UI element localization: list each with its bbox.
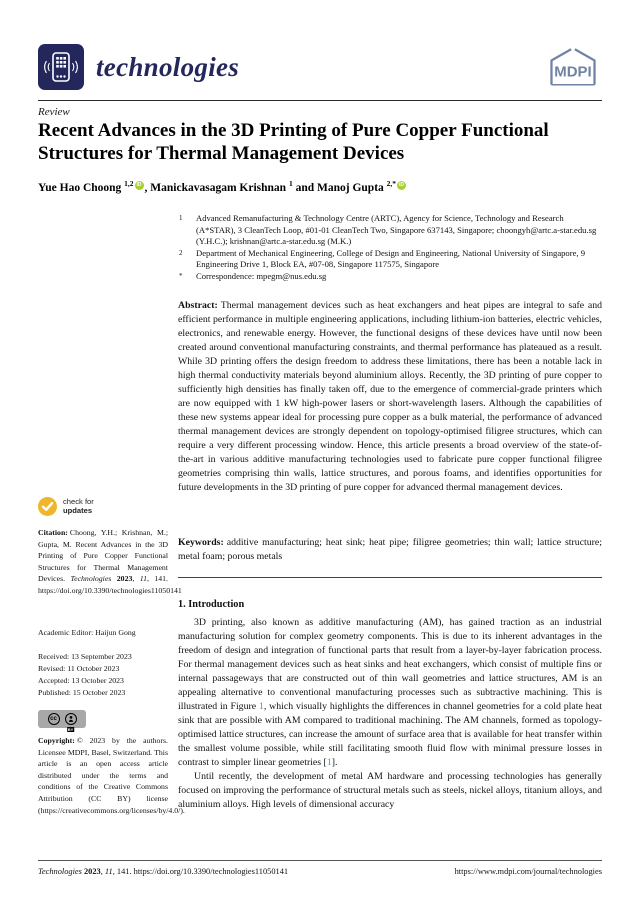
academic-editor: Academic Editor: Haijun Gong xyxy=(38,628,136,637)
badge-line-2: updates xyxy=(63,505,93,515)
citation-journal: Technologies xyxy=(70,574,112,584)
intro-paragraph-1 xyxy=(178,616,602,770)
footer-journal: Technologies xyxy=(38,867,82,876)
abstract-label: Abstract: xyxy=(178,300,218,311)
affiliation-text: Department of Mechanical Engineering, College of Design and Engineering, National University of Singapore, 9 Engineering Drive 1, Block EA, #07-08, Singapore 117575, Singapore xyxy=(196,247,585,270)
introduction-body xyxy=(178,616,602,812)
title-line-1: Recent Advances in the 3D Printing of Pure Copper Functional xyxy=(38,120,549,141)
keywords xyxy=(178,536,602,564)
orcid-icon[interactable]: iD xyxy=(399,182,405,188)
title-line-2: Structures for Thermal Management Devices xyxy=(38,143,405,164)
article-history xyxy=(38,651,168,699)
check-for-updates-label xyxy=(63,498,94,515)
paragraph-text: 3D printing, also known as additive manufacturing (AM), has gained traction as an industrial manufacturing solution for complex geometry components. This is due to its inherent advantages in the freedom of design and integration of functional parts that result from a layer-by-layer fabrication process. For thermal management devices such as heat sinks and heat exchangers, which consist of multiple fins or internal passageways that are constructed out of thin wall geometries and lattice structures, AM is an appealing alternative to conventional manufacturing processes such as subtractive machining. This is illustrated in Figure xyxy=(178,617,602,712)
figure-1-link[interactable]: 1 xyxy=(258,701,264,712)
author-separator: , xyxy=(144,181,151,194)
footer-year: 2023 xyxy=(81,867,101,876)
check-icon xyxy=(38,497,57,516)
affiliation-row xyxy=(179,248,605,271)
authors-line xyxy=(38,179,604,194)
mdpi-logo[interactable] xyxy=(544,47,602,87)
mdpi-logo-text: MDPI xyxy=(554,63,592,81)
abstract-text: Thermal management devices such as heat exchangers and heat pipes are integral to safe and efficient performance in multiple engineering applications, including lithium-ion batteries, electric vehicles, electronics, and renewable energy. However, the functional designs of these devices have until now been created around conventional manufacturing constraints, and thermal performance has plateaued as a result. While 3D printing offers the design freedom to address these limitations, there has been a notable lack in high thermal conductivity materials beyond aluminium alloys. Recently, the 3D printing of pure copper to sufficiently high densities has finally taken off, due to the emergence of commercial-grade printers which are now equipped with 1 kW high-power lasers or short-wavelength lasers. Although the capabilities of these new systems appear ideal for processing pure copper as a bulk material, the performance of advanced thermal management devices are strongly dependent on topology-optimised filigree structures, which can require a very different processing window. Hence, this article presents a broad overview of the state-of-the-art in various additive manufacturing technologies used to fabricate pure copper functional filigree geometries comprising thin walls, lattice structures, and porous foams, and identifies opportunities for future developments in the 3D printing of pure copper for advanced thermal management devices. xyxy=(178,300,602,493)
footer-sep: , xyxy=(100,867,105,876)
citation-year: 2023 xyxy=(111,574,133,584)
orcid-icon[interactable]: iD xyxy=(136,182,142,188)
intro-paragraph-2: Until recently, the development of metal AM hardware and processing technologies has generally focused on improving the performance of structural metals such as steels, nickel alloys, titanium alloys, and aluminium alloys. High levels of dimensional accuracy xyxy=(178,771,602,810)
by-label: BY xyxy=(67,727,74,732)
affiliations xyxy=(179,213,605,283)
section-divider xyxy=(178,577,602,578)
received-date: Received: 13 September 2023 xyxy=(38,652,132,661)
copyright-block xyxy=(38,735,185,816)
copyright-text: © 2023 by the authors. Licensee MDPI, Basel, Switzerland. This article is an open access article distributed under the terms and conditions of the Creative Commons Attribution (CC BY) license (https://creativecommons.org/licenses/by/4.0/). xyxy=(38,736,185,815)
author-1: Yue Hao Choong xyxy=(38,181,122,194)
citation-text: , xyxy=(132,574,140,584)
published-date: Published: 15 October 2023 xyxy=(38,688,126,697)
author-2: Manickavasagam Krishnan xyxy=(150,181,287,194)
citation-text: Choong, Y.H.; Krishnan, M.; Gupta, M. Recent Advances in the 3D Printing of Pure Copper Functional Structures for Thermal Management Devices. xyxy=(38,528,168,584)
paragraph-text: , which visually highlights the differences in channel geometries for a cold plate heat sink that are possible with AM compared to traditional machining. The AM channels, formed as topology-optimised lattice structures, can increase the amount of surface area that is available for heat transfer within the smallest volume possible, while still facilitating smooth fluid flow with minimal pressure losses in contrast to simpler linear geometries [ xyxy=(178,701,602,768)
journal-brand[interactable] xyxy=(38,44,239,90)
author-2-affil-sup: 1 xyxy=(288,179,293,188)
affiliation-row xyxy=(179,271,605,283)
correspondence-text: Correspondence: mpegm@nus.edu.sg xyxy=(196,270,327,281)
reference-1-link[interactable]: 1 xyxy=(326,757,332,768)
author-3: Manoj Gupta xyxy=(317,181,384,194)
journal-name: technologies xyxy=(96,51,240,82)
author-1-affil-sup: 1,2 xyxy=(124,179,134,188)
affiliation-marker: 2 xyxy=(179,248,183,257)
accepted-date: Accepted: 13 October 2023 xyxy=(38,676,124,685)
affiliation-marker: * xyxy=(179,271,183,280)
abstract xyxy=(178,299,602,495)
keywords-label: Keywords: xyxy=(178,537,224,548)
page-footer xyxy=(38,867,602,876)
footer-volume: 11 xyxy=(104,867,113,876)
author-and: and xyxy=(292,181,318,194)
keywords-text: additive manufacturing; heat sink; heat pipe; filigree geometries; thin wall; lattice structure; metal foam; porous metals xyxy=(178,537,602,562)
footer-doi[interactable]: , 141. https://doi.org/10.3390/technologies11050141 xyxy=(112,867,289,876)
page-header xyxy=(38,44,602,90)
footer-journal-url[interactable]: https://www.mdpi.com/journal/technologies xyxy=(454,867,602,876)
footer-divider xyxy=(38,860,602,861)
article-type: Review xyxy=(38,106,70,118)
author-3-affil-sup: 2,* xyxy=(386,179,397,188)
affiliation-row xyxy=(179,213,605,248)
affiliation-marker: 1 xyxy=(179,214,183,222)
revised-date: Revised: 11 October 2023 xyxy=(38,664,120,673)
copyright-label: Copyright: xyxy=(38,736,75,745)
technologies-logo-icon xyxy=(38,44,84,90)
citation-label: Citation: xyxy=(38,528,68,537)
header-divider xyxy=(38,100,602,101)
cc-by-license-badge[interactable] xyxy=(38,710,86,732)
cc-icon: cc xyxy=(48,713,60,725)
badge-line-1: check for xyxy=(63,496,94,506)
citation-volume: 11 xyxy=(139,574,147,584)
affiliation-text: Advanced Remanufacturing & Technology Centre (ARTC), Agency for Science, Technology and Research (A*STAR), 3 CleanTech Loop, #01-01 CleanTech Two, Singapore 637143, Singapore; choongyh@artc.a-star.edu.sg (Y.H.C.); krishnan@artc.a-star.edu.sg (M.K.) xyxy=(196,213,597,247)
citation-doi[interactable]: , 141. https://doi.org/10.3390/technologies11050141 xyxy=(38,574,182,595)
article-title xyxy=(38,119,604,165)
paragraph-text: ]. xyxy=(331,757,338,768)
check-for-updates-badge[interactable] xyxy=(38,497,94,516)
section-heading-introduction: 1. Introduction xyxy=(178,599,245,610)
citation-block xyxy=(38,527,182,597)
footer-citation xyxy=(38,867,288,876)
cc-by-person-icon xyxy=(65,713,77,732)
